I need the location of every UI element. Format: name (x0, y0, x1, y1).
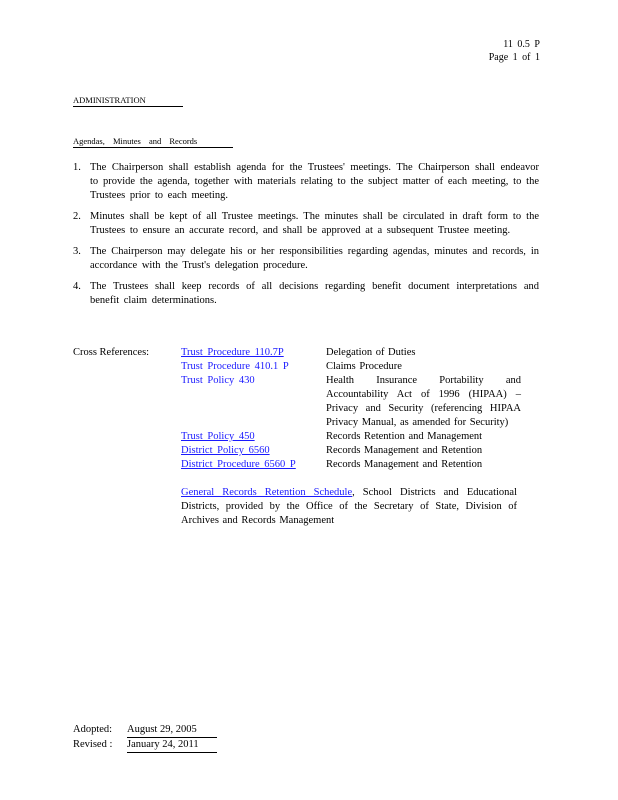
general-records-text: , School Districts and Educational Districts, provided by the Office of the Secretary of State, Division of Archives and Records Management (181, 487, 517, 526)
cross-references-table (181, 346, 521, 472)
section-title: ADMINISTRATION (73, 94, 183, 107)
cross-reference-link[interactable]: Trust Procedure 410.1 P (181, 361, 289, 372)
adopted-label: Adopted: (73, 724, 113, 735)
document-header (489, 38, 540, 64)
item-number: 2. (73, 211, 81, 222)
procedure-list (73, 161, 539, 315)
list-item (73, 280, 539, 308)
list-item (73, 161, 539, 203)
cross-reference-row (181, 374, 521, 430)
adoption-dates (73, 723, 217, 753)
cross-reference-link[interactable]: Trust Procedure 110.7P (181, 347, 284, 358)
item-number: 4. (73, 281, 81, 292)
revised-row (73, 738, 217, 753)
item-text: Minutes shall be kept of all Trustee meetings. The minutes shall be circulated in draft form to the Trustees to ensure an accurate record, and shall be approved at a subsequent Trustee meeting. (90, 211, 539, 236)
revised-date: January 24, 2011 (127, 738, 217, 753)
cross-reference-row (181, 430, 521, 444)
list-item (73, 245, 539, 273)
cross-reference-description: Claims Procedure (326, 361, 402, 372)
cross-reference-description: Records Management and Retention (326, 445, 483, 456)
cross-reference-description: Records Retention and Management (326, 431, 483, 442)
policy-code: 11 0.5 P (503, 39, 540, 50)
revised-label: Revised : (73, 739, 113, 750)
adopted-row (73, 723, 217, 738)
item-number: 3. (73, 246, 81, 257)
cross-reference-description: Delegation of Duties (326, 347, 416, 358)
general-records-reference (181, 486, 517, 528)
list-item (73, 210, 539, 238)
general-records-link[interactable]: General Records Retention Schedule (181, 487, 353, 498)
subject-title: Agendas, Minutes and Records (73, 135, 233, 148)
cross-reference-link[interactable]: Trust Policy 430 (181, 375, 255, 386)
item-text: The Chairperson shall establish agenda for the Trustees' meetings. The Chairperson shall endeavor to provide the agenda, together with materials relating to the subject matter of each meeting, to the Trustees prior to each meeting. (90, 162, 539, 201)
cross-reference-link[interactable]: District Policy 6560 (181, 445, 270, 456)
cross-references-label: Cross References: (73, 347, 150, 358)
cross-reference-row (181, 458, 521, 472)
adopted-date: August 29, 2005 (127, 723, 217, 738)
cross-reference-link[interactable]: Trust Policy 450 (181, 431, 255, 442)
page-number: Page 1 of 1 (488, 52, 540, 63)
cross-reference-row (181, 346, 521, 360)
item-text: The Chairperson may delegate his or her responsibilities regarding agendas, minutes and records, in accordance with the Trust's delegation procedure. (90, 246, 539, 271)
cross-reference-row (181, 360, 521, 374)
item-number: 1. (73, 162, 81, 173)
cross-reference-description: Records Management and Retention (326, 459, 483, 470)
item-text: The Trustees shall keep records of all decisions regarding benefit document interpretations and benefit claim determinations. (90, 281, 539, 306)
cross-reference-link[interactable]: District Procedure 6560 P (181, 459, 296, 470)
cross-reference-row (181, 444, 521, 458)
cross-reference-description: Health Insurance Portability and Accountability Act of 1996 (HIPAA) – Privacy and Security (referencing HIPAA Privacy Manual, as amended for Security) (326, 375, 521, 428)
